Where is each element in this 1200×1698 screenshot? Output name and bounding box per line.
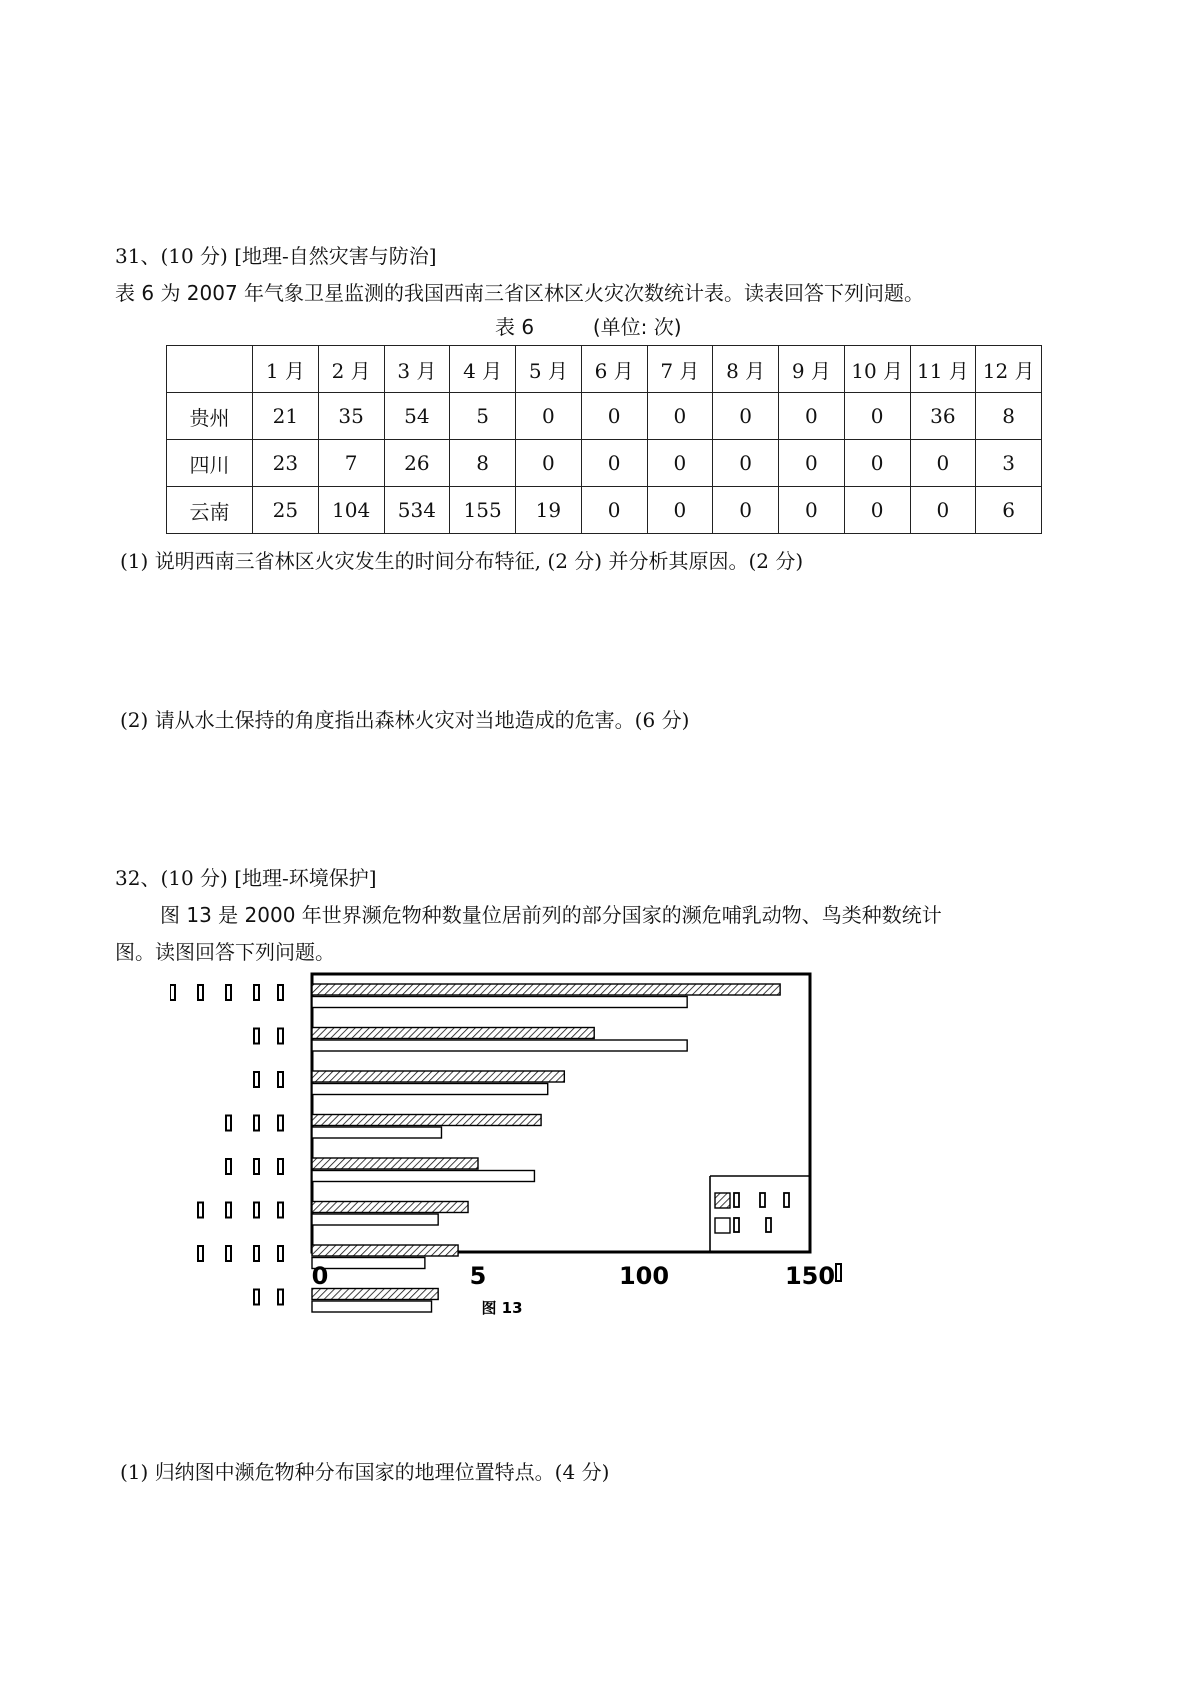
q31-question-1: (1) 说明西南三省林区火灾发生的时间分布特征, (2 分) 并分析其原因。(2 分) [120,549,804,573]
category-label-glyph [278,1203,283,1218]
fire-count-cell: 23 [253,440,319,487]
month-header: 3 月 [384,346,450,393]
month-header: 10 月 [844,346,910,393]
fire-count-cell: 25 [253,487,319,534]
fire-count-cell: 19 [516,487,582,534]
x-tick-label: 100 [618,1262,670,1290]
bar-series-2 [312,997,687,1008]
fire-count-cell: 35 [318,393,384,440]
q31-intro: 表 6 为 2007 年气象卫星监测的我国西南三省区林区火灾次数统计表。读表回答下列问题。 [115,281,925,305]
month-header: 4 月 [450,346,516,393]
x-tick-label: 0 [311,1262,329,1290]
category-label-glyph [278,1246,283,1261]
fire-count-cell: 36 [910,393,976,440]
month-header: 9 月 [779,346,845,393]
fire-count-cell: 0 [647,487,713,534]
fire-count-cell: 0 [516,440,582,487]
province-cell: 四川 [167,440,253,487]
category-label-glyph [226,1159,231,1174]
bar-series-1 [312,1115,541,1126]
category-label-glyph [254,985,259,1000]
fire-count-cell: 0 [713,393,779,440]
category-label-glyph [254,1290,259,1305]
table-caption-title: 表 6 [495,315,535,339]
category-label-glyph [226,1203,231,1218]
table-caption-unit: (单位: 次) [592,315,682,339]
month-header: 8 月 [713,346,779,393]
fire-count-cell: 0 [516,393,582,440]
category-label-glyph [254,1116,259,1131]
bar-series-2 [312,1127,441,1138]
fire-count-cell: 0 [910,487,976,534]
fire-count-cell: 0 [844,440,910,487]
bar-series-2 [312,1214,438,1225]
month-header: 7 月 [647,346,713,393]
table-row [167,440,1042,487]
fire-count-cell: 0 [713,487,779,534]
fire-count-cell: 7 [318,440,384,487]
fire-count-cell: 54 [384,393,450,440]
fire-count-cell: 8 [976,393,1042,440]
fire-count-cell: 3 [976,440,1042,487]
category-label-glyph [254,1159,259,1174]
q32-heading: 32、(10 分) [地理-环境保护] [115,866,377,890]
bar-series-2 [312,1301,432,1312]
q31-heading: 31、(10 分) [地理-自然灾害与防治] [115,244,437,268]
legend-label-glyph [734,1218,739,1232]
table-row [167,487,1042,534]
x-tick-label: 150 [784,1262,836,1290]
category-label-glyph [278,1159,283,1174]
fire-count-cell: 0 [647,393,713,440]
bar-series-2 [312,1084,548,1095]
category-label-glyph [254,1203,259,1218]
fire-count-cell: 5 [450,393,516,440]
category-label-glyph [198,1203,203,1218]
figure-13-chart [170,972,930,1392]
bar-series-2 [312,1040,687,1051]
bar-series-1 [312,984,780,995]
fire-count-cell: 0 [779,440,845,487]
bar-series-1 [312,1245,458,1256]
fire-count-cell: 26 [384,440,450,487]
legend-label-glyph [760,1193,765,1207]
fire-count-cell: 6 [976,487,1042,534]
q31-question-2: (2) 请从水土保持的角度指出森林火灾对当地造成的危害。(6 分) [120,708,690,732]
q32-question-1: (1) 归纳图中濒危物种分布国家的地理位置特点。(4 分) [120,1460,610,1484]
q32-intro-line-2: 图。读图回答下列问题。 [115,940,335,964]
fire-count-cell: 21 [253,393,319,440]
fire-count-cell: 8 [450,440,516,487]
fire-count-cell: 0 [910,440,976,487]
fire-count-cell: 0 [581,487,647,534]
table-row [167,393,1042,440]
legend-label-glyph [784,1193,789,1207]
bar-series-2 [312,1258,425,1269]
category-label-glyph [254,1029,259,1044]
category-label-glyph [198,1246,203,1261]
category-label-glyph [278,1072,283,1087]
month-header: 1 月 [253,346,319,393]
category-label-glyph [278,1029,283,1044]
fire-count-cell: 0 [713,440,779,487]
table-corner-cell [167,346,253,393]
fire-count-cell: 0 [647,440,713,487]
bar-series-1 [312,1158,478,1169]
category-label-glyph [226,985,231,1000]
category-label-glyph [254,1246,259,1261]
category-label-glyph [278,985,283,1000]
bar-series-2 [312,1171,534,1182]
month-header: 5 月 [516,346,582,393]
figure-13-caption: 图 13 [481,1299,523,1317]
category-label-glyph [278,1116,283,1131]
month-header: 12 月 [976,346,1042,393]
month-header: 6 月 [581,346,647,393]
category-label-glyph [170,985,175,1000]
category-label-glyph [198,985,203,1000]
fire-count-cell: 0 [779,393,845,440]
month-header: 11 月 [910,346,976,393]
category-label-glyph [278,1290,283,1305]
q32-intro-line-1: 图 13 是 2000 年世界濒危物种数量位居前列的部分国家的濒危哺乳动物、鸟类种数统计 [160,903,942,927]
legend-swatch [715,1193,730,1208]
category-label-glyph [226,1246,231,1261]
bar-series-1 [312,1202,468,1213]
table-caption [495,311,682,340]
fire-count-cell: 0 [581,393,647,440]
legend-label-glyph [766,1218,771,1232]
x-unit-glyph [836,1264,841,1281]
legend-label-glyph [734,1193,739,1207]
fire-count-cell: 0 [779,487,845,534]
fire-count-cell: 534 [384,487,450,534]
province-cell: 贵州 [167,393,253,440]
category-label-glyph [254,1072,259,1087]
month-header: 2 月 [318,346,384,393]
bar-series-1 [312,1071,564,1082]
legend-swatch [715,1218,730,1233]
bar-series-1 [312,1289,438,1300]
table-header-row [167,346,1042,393]
bar-series-1 [312,1028,594,1039]
fire-count-cell: 155 [450,487,516,534]
fire-count-cell: 0 [844,393,910,440]
fire-count-cell: 0 [581,440,647,487]
x-tick-label: 5 [469,1262,487,1290]
forest-fire-table [166,345,1042,534]
fire-count-cell: 104 [318,487,384,534]
category-label-glyph [226,1116,231,1131]
fire-count-cell: 0 [844,487,910,534]
province-cell: 云南 [167,487,253,534]
